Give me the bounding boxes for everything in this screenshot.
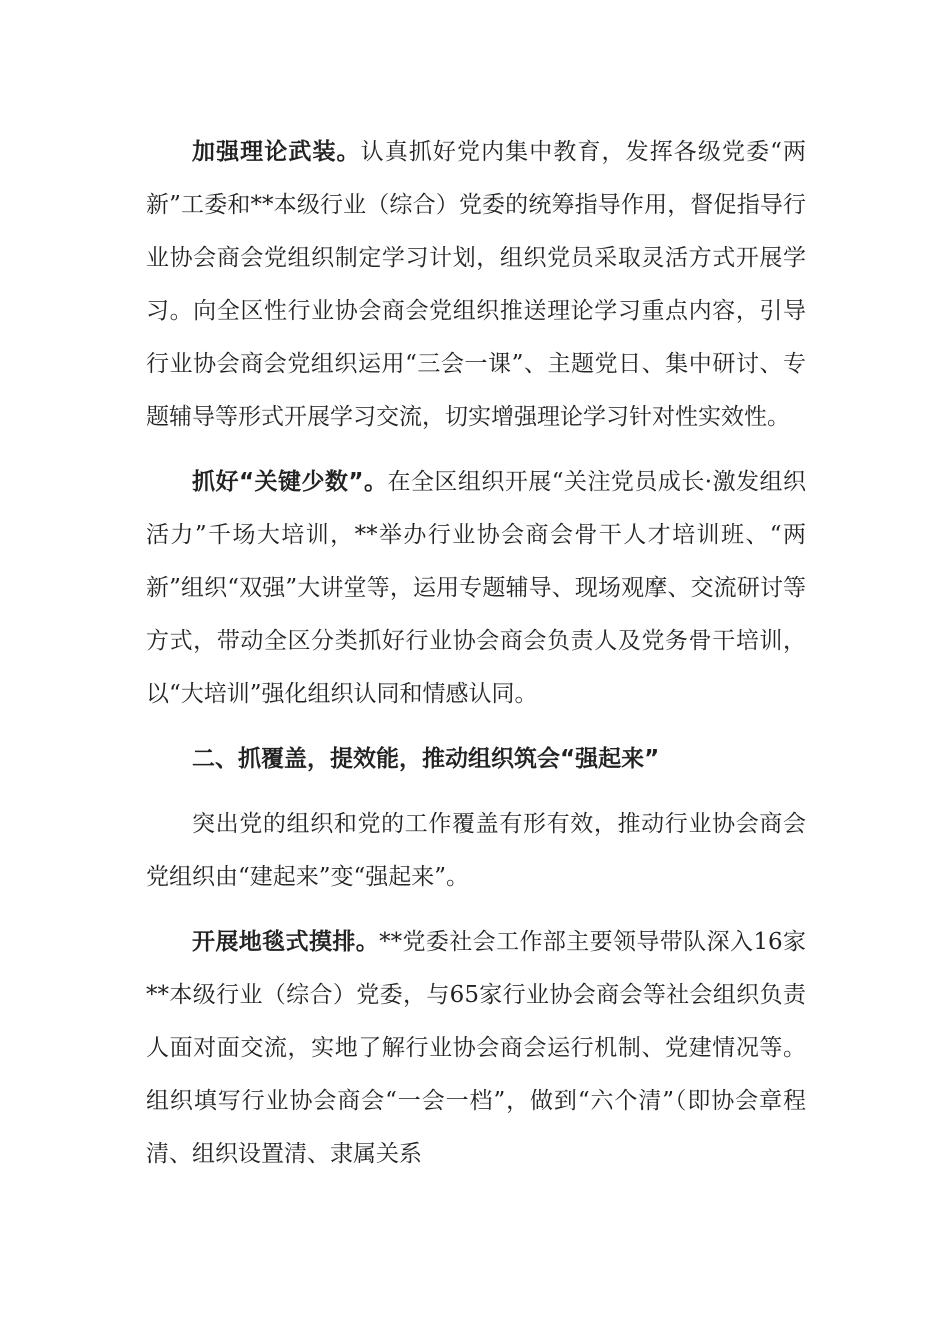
paragraph-text: 在全区组织开展“关注党员成长·激发组织活力”千场大培训，**举办行业协会商会骨干人才培训班、“两新”组织“双强”大讲堂等，运用专题辅导、现场观摩、交流研讨等方式，带动全区分类抓好行业协会商会负责人及党务骨干培训，以“大培训”强化组织认同和情感认同。 (146, 469, 806, 707)
paragraph-lead: 抓好“关键少数”。 (192, 469, 388, 495)
section-intro: 突出党的组织和党的工作覆盖有形有效，推动行业协会商会党组织由“建起来”变“强起来”。 (146, 811, 806, 890)
paragraph-lead: 加强理论武装。 (192, 139, 361, 165)
paragraph-lead: 开展地毯式摸排。 (192, 929, 380, 955)
paragraph-theory-study (146, 126, 806, 444)
section-heading: 二、抓覆盖，提效能，推动组织筑会“强起来” (192, 746, 660, 772)
paragraph-survey (146, 916, 806, 1181)
paragraph-text: **党委社会工作部主要领导带队深入16家**本级行业（综合）党委，与65家行业协会商会等社会组织负责人面对面交流，实地了解行业协会商会运行机制、党建情况等。组织填写行业协会商会“一会一档”，做到“六个清”（即协会章程清、组织设置清、隶属关系 (146, 929, 807, 1167)
paragraph-key-minority (146, 456, 806, 721)
document-body (146, 126, 806, 1193)
paragraph-text: 认真抓好党内集中教育，发挥各级党委“两新”工委和**本级行业（综合）党委的统筹指导作用，督促指导行业协会商会党组织制定学习计划，组织党员采取灵活方式开展学习。向全区性行业协会商会党组织推送理论学习重点内容，引导行业协会商会党组织运用“三会一课”、主题党日、集中研讨、专题辅导等形式开展学习交流，切实增强理论学习针对性实效性。 (146, 139, 807, 430)
